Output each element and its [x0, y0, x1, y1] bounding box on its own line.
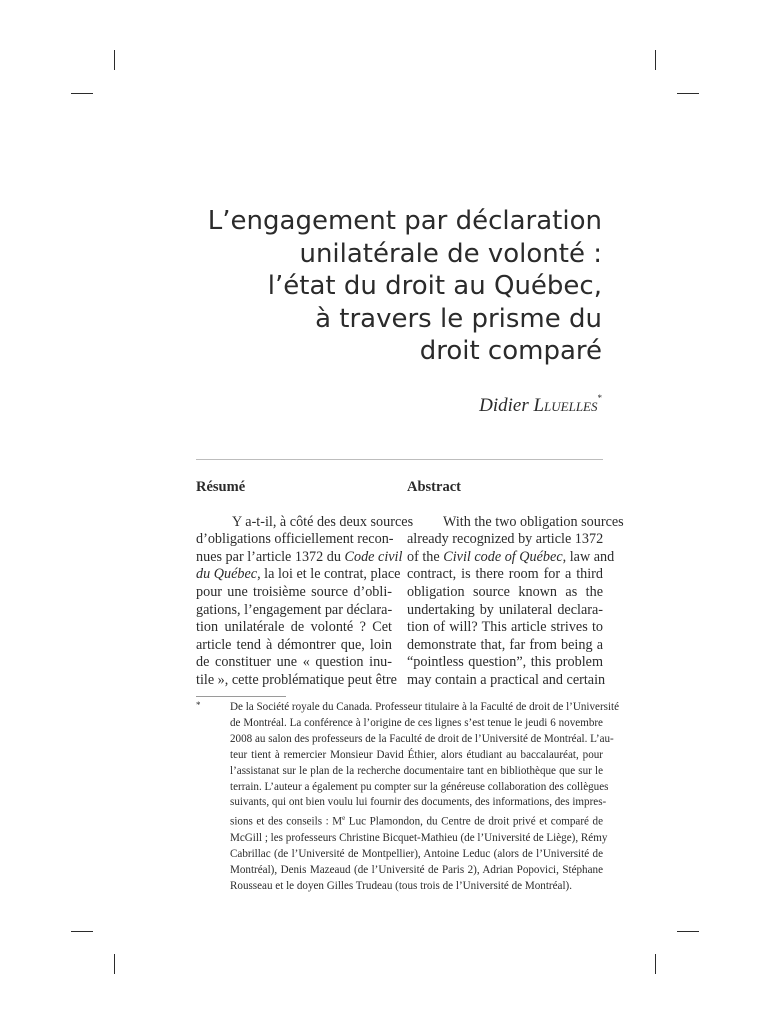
resume-line: pour une troisième source d’obli-: [196, 583, 392, 600]
abstract-line: contract, is there room for a third: [407, 566, 603, 583]
abstract-italic-code: Civil code of Québec: [443, 548, 563, 565]
resume-line: d’obligations officiellement recon-: [196, 531, 394, 548]
crop-mark-bottom-left-h: [71, 931, 93, 932]
crop-mark-bottom-left: [114, 954, 115, 974]
abstract-line: undertaking by unilateral declara-: [407, 601, 603, 618]
abstract-line: demonstrate that, far from being a: [407, 636, 603, 653]
footnote-line: Rousseau et le doyen Gilles Trudeau (tous trois de l’Université de Montréal).: [230, 879, 572, 892]
abstract-line: of the Civil code of Québec, law and: [407, 548, 615, 565]
title-line: l’état du droit au Québec,: [267, 271, 602, 301]
footnote-line: de Montréal. La conférence à l’origine de ces lignes s’est tenue le jeudi 6 novembre: [230, 716, 603, 729]
abstract-line: may contain a practical and certain: [407, 671, 606, 688]
footnote-mark: *: [196, 700, 201, 710]
footnote-line: De la Société royale du Canada. Professeur titulaire à la Faculté de droit de l’Université: [230, 701, 620, 713]
abstract-line: obligation source known as the: [407, 583, 603, 600]
article-title: [142, 205, 602, 368]
title-line: L’engagement par déclaration: [207, 206, 602, 236]
author-byline: [479, 395, 602, 417]
footnote-line: terrain. L’auteur a également pu compter sur la généreuse collaboration des collègues: [230, 780, 609, 793]
abstract-column: [407, 479, 624, 690]
abstract-line: With the two obligation sources: [443, 513, 624, 530]
title-line: droit comparé: [419, 336, 602, 366]
abstract-line: “pointless question”, this problem: [407, 654, 603, 671]
author-first-name: Didier: [479, 395, 529, 416]
abstract-line: tion of will? This article strives to: [407, 619, 603, 636]
resume-line: gations, l’engagement par déclara-: [196, 601, 393, 618]
crop-mark-top-left: [114, 50, 115, 70]
crop-mark-top-right: [655, 50, 656, 70]
resume-line: tile », cette problématique peut être: [196, 671, 397, 688]
resume-column: [196, 479, 414, 690]
resume-italic-code: Code civil: [344, 548, 403, 565]
abstract-line: already recognized by article 1372: [407, 531, 604, 548]
footnote-sup-e: e: [342, 814, 346, 823]
title-line: à travers le prisme du: [315, 303, 602, 334]
footnote-line: sions et des conseils : Me Luc Plamondon, du Centre de droit privé et comparé de: [230, 814, 603, 829]
footnote-line: McGill ; les professeurs Christine Bicquet-Mathieu (de l’Université de Liège), Rémy: [230, 831, 608, 844]
resume-line: Y a-t-il, à côté des deux sources: [232, 513, 414, 530]
footnote-rule: [196, 696, 286, 697]
footnote-line: teur tient à remercier Monsieur David Éthier, alors étudiant au baccalauréat, pour: [230, 748, 603, 761]
resume-line: nues par l’article 1372 du Code civil: [196, 548, 403, 565]
resume-line: article tend à démontrer que, loin: [196, 636, 392, 653]
crop-mark-top-right-h: [677, 93, 699, 94]
crop-mark-bottom-right-h: [677, 931, 699, 932]
footnote-line: suivants, qui ont bien voulu lui fournir des documents, des informations, des impres-: [230, 796, 607, 809]
footnote-line: Montréal), Denis Mazeaud (de l’Université de Paris 2), Adrian Popovici, Stéphane: [230, 863, 603, 876]
resume-line: tion unilatérale de volonté ? Cet: [196, 619, 392, 636]
resume-italic-quebec: du Québec: [196, 566, 258, 583]
title-line: unilatérale de volonté :: [299, 238, 602, 269]
crop-mark-bottom-right: [655, 954, 656, 974]
footnote-line: 2008 au salon des professeurs de la Faculté de droit de l’Université de Montréal. L’au-: [230, 732, 614, 745]
abstract-heading: Abstract: [407, 479, 461, 495]
footnote-line: l’assistanat sur le plan de la recherche documentaire tant en bibliothèque que sur le: [230, 764, 603, 777]
resume-heading: Résumé: [196, 479, 246, 495]
header-divider: [196, 459, 603, 460]
resume-line: du Québec, la loi et le contrat, place: [196, 566, 401, 583]
author-last-name: Lluelles: [533, 395, 598, 416]
crop-mark-top-left-h: [71, 93, 93, 94]
footnote-line: Cabrillac (de l’Université de Montpellier), Antoine Leduc (alors de l’Université de: [230, 847, 603, 860]
footnote: [230, 700, 620, 895]
resume-line: de constituer une « question inu-: [196, 654, 392, 671]
author-footnote-mark: *: [597, 393, 602, 403]
